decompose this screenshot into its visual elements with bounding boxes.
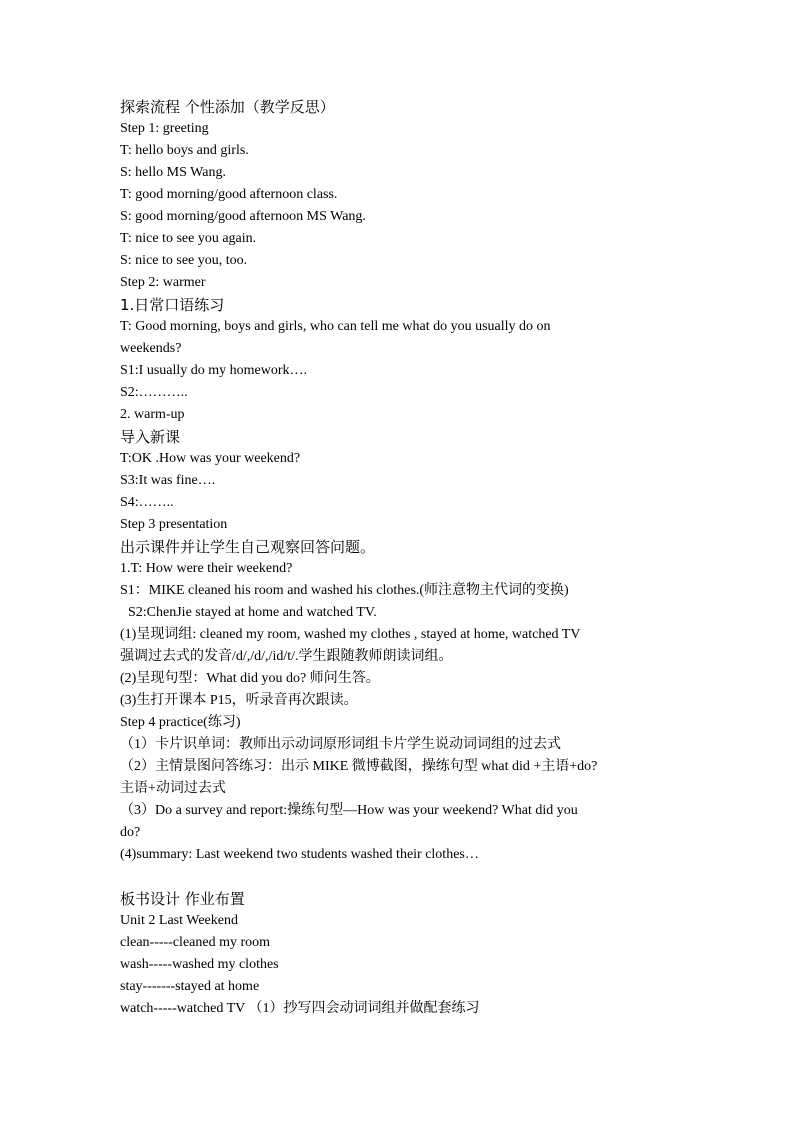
step2-title: Step 2: warmer [120,275,206,290]
section-heading-exploration: 探索流程 个性添加（教学反思） [120,98,335,116]
practice-line: （3）Do a survey and report:操练句型—How was your weekend? What did you [120,803,578,818]
step3-title: Step 3 presentation [120,517,228,532]
dialogue-line: S3:It was fine…. [120,473,216,488]
blackboard-line: stay-------stayed at home [120,979,260,994]
presentation-line: (1)呈现词组: cleaned my room, washed my clothes , stayed at home, watched TV [120,627,581,642]
lesson-plan-document [120,96,680,1020]
presentation-line: S2:ChenJie stayed at home and watched TV. [128,605,377,620]
dialogue-line: weekends? [120,341,182,356]
blackboard-line: wash-----washed my clothes [120,957,279,972]
dialogue-line: S4:…….. [120,495,174,510]
unit-title: Unit 2 Last Weekend [120,913,238,928]
dialogue-line: T: nice to see you again. [120,231,257,246]
step1-title: Step 1: greeting [120,121,209,136]
step3-intro: 出示课件并让学生自己观察回答问题。 [120,538,376,556]
dialogue-line: S: nice to see you, too. [120,253,248,268]
practice-line: (4)summary: Last weekend two students washed their clothes… [120,847,479,862]
practice-line: （2）主情景图问答练习：出示 MIKE 微博截图，操练句型 what did +主语+do? [120,759,598,774]
presentation-line: (2)呈现句型：What did you do? 师问生答。 [120,671,380,686]
dialogue-line: T: Good morning, boys and girls, who can tell me what do you usually do on [120,319,551,334]
practice-line: do? [120,825,141,840]
presentation-line: 强调过去式的发音/d/,/d/,/id/t/.学生跟随教师朗读词组。 [120,649,453,664]
dialogue-line: T: hello boys and girls. [120,143,249,158]
presentation-line: 1.T: How were their weekend? [120,561,293,576]
dialogue-line: T:OK .How was your weekend? [120,451,301,466]
practice-line: 主语+动词过去式 [120,781,226,796]
presentation-line: S1：MIKE cleaned his room and washed his clothes.(师注意物主代词的变换) [120,583,569,598]
practice-line: （1）卡片识单词：教师出示动词原形词组卡片学生说动词词组的过去式 [120,737,561,752]
blackboard-line: clean-----cleaned my room [120,935,271,950]
section-heading-blackboard: 板书设计 作业布置 [120,890,245,908]
step4-title: Step 4 practice(练习) [120,715,241,730]
section-spacer [120,866,680,888]
dialogue-line: S: hello MS Wang. [120,165,226,180]
dialogue-line: S: good morning/good afternoon MS Wang. [120,209,366,224]
presentation-line: (3)生打开课本 P15，听录音再次跟读。 [120,693,358,708]
dialogue-line: T: good morning/good afternoon class. [120,187,338,202]
step2-sub1-title: 1.日常口语练习 [120,296,225,314]
step2-sub2-title: 2. warm-up [120,407,185,422]
dialogue-line: S1:I usually do my homework…. [120,363,308,378]
dialogue-line: S2:……….. [120,385,188,400]
step2-sub2-label: 导入新课 [120,428,181,446]
blackboard-line: watch-----watched TV （1）抄写四会动词词组并做配套练习 [120,1001,480,1016]
